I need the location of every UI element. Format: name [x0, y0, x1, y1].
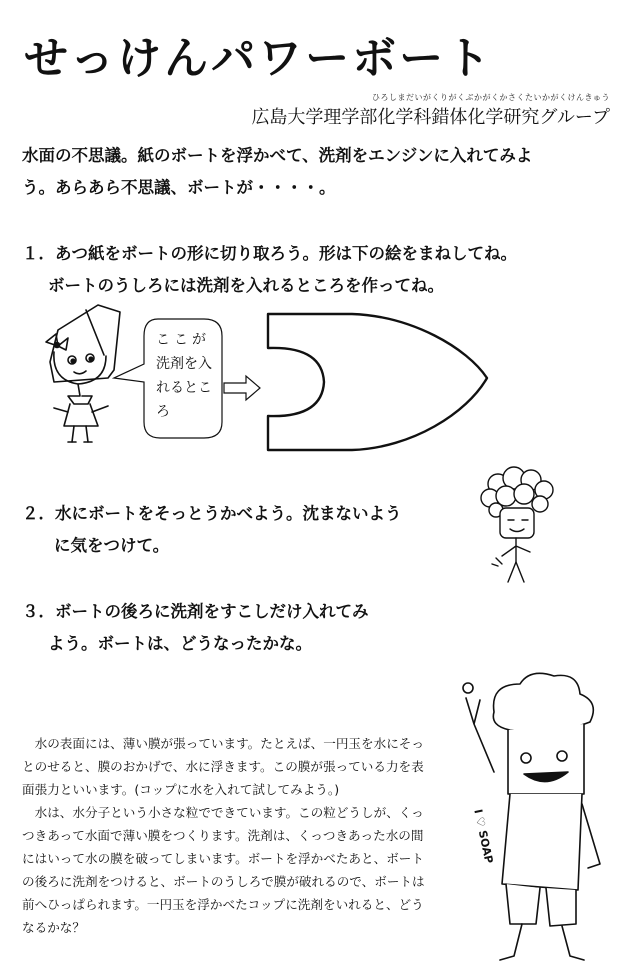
- group-ruby: ひろしまだいがくりがくぶかがくかさくたいかがくけんきゅう: [372, 93, 610, 102]
- step-1: [22, 238, 622, 302]
- bubble-line-4: ろ: [156, 404, 170, 420]
- step-1-line-2: ボートのうしろには洗剤を入れるところを作ってね。: [48, 276, 444, 295]
- bubble-text: [156, 328, 216, 424]
- explanation-paragraph-1: 水の表面には、薄い膜が張っています。たとえば、一円玉を水にそっとのせると、膜のおかげで、水に浮きます。この膜が張っている力を表面張力といいます。(コップに水を入れて試してみよう。): [22, 736, 424, 797]
- bubble-line-2: 洗剤を入: [156, 356, 212, 372]
- boy-illustration: [476, 466, 562, 588]
- step-3: [22, 596, 452, 660]
- boat-template: [262, 308, 492, 458]
- intro-line-2: う。あらあら不思議、ボートが・・・・。: [22, 178, 336, 197]
- step-3-line-1: ３．ボートの後ろに洗剤をすこしだけ入れてみ: [22, 602, 369, 621]
- bubble-line-3: れるとこ: [156, 380, 212, 396]
- step-3-line-2: よう。ボートは、どうなったかな。: [48, 634, 312, 653]
- group-credit: [251, 92, 610, 129]
- explanation: [22, 732, 427, 939]
- step-2-line-2: に気をつけて。: [54, 536, 170, 555]
- bubble-line-1: ここが: [156, 332, 210, 348]
- step-2-line-1: ２．水にボートをそっとうかべよう。沈まないよう: [22, 504, 402, 523]
- intro-text: [22, 140, 622, 204]
- arrow-right-icon: [222, 374, 262, 402]
- intro-line-1: 水面の不思議。紙のボートを浮かべて、洗剤をエンジンに入れてみよ: [22, 146, 533, 165]
- explanation-paragraph-2: 水は、水分子という小さな粒でできています。この粒どうしが、くっつきあって水面で薄い膜をつくります。洗剤は、くっつきあった水の間にはいって水の膜を破ってしまいます。ボートを浮かべたあと、ボートの後ろに洗剤をつけると、ボートのうしろで膜が破れるので、ボートは前へひっぱられます。一円玉を浮かべたコップに洗剤をいれると、どうなるかな？: [22, 805, 425, 935]
- step-2: [22, 498, 472, 562]
- page-title: せっけんパワーボート: [24, 33, 494, 84]
- group-name: 広島大学理学部化学科錯体化学研究グループ: [251, 107, 610, 128]
- shirt-text: I ♡ SOAP: [471, 808, 496, 865]
- step-1-line-1: １．あつ紙をボートの形に切り取ろう。形は下の絵をまねしてね。: [22, 244, 517, 263]
